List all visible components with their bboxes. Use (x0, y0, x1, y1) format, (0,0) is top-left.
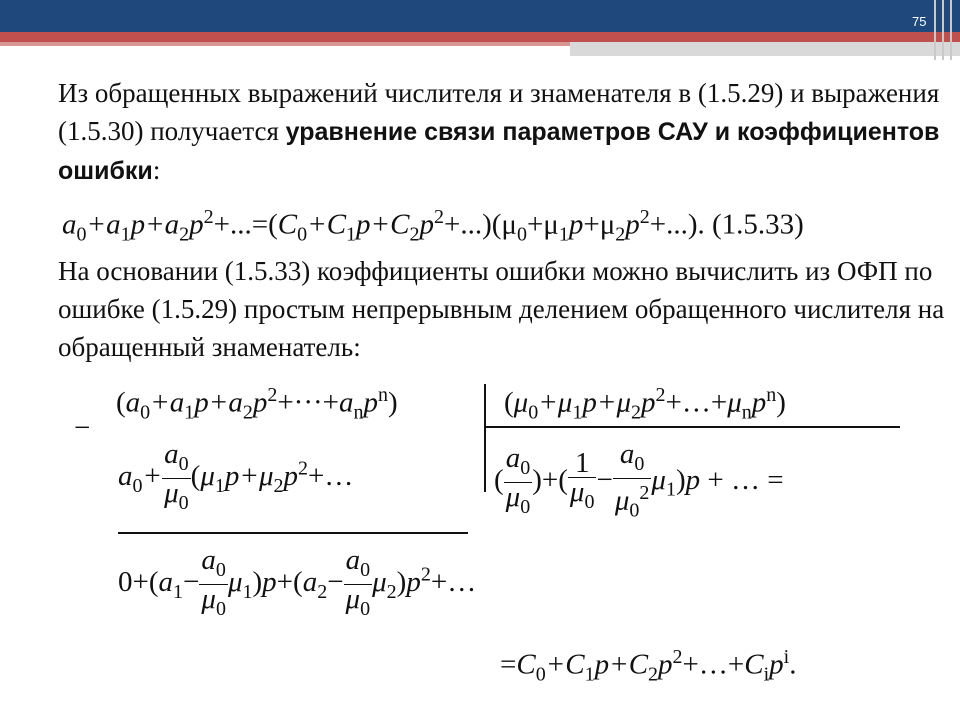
equation-1-5-33: $a_0+a_1p+a_2p^2+...=(C_0+C_1p+C_2p^2+...)(\mu_0+\mu_1p+\mu_2p^2+...)$. (1.5.33) (62, 206, 804, 246)
slide-header-red-stripe (0, 32, 960, 42)
subtracted-expression: $a_0+$ $\frac{a_0}{\mu_0}$ ($\mu_1p+\mu_2p^2+\dots$ (118, 438, 354, 514)
final-period: . (789, 648, 797, 681)
paragraph-text: Из обращенных выражений числителя и знаменателя в (1.5.29) и выражения (1.5.30) получается (58, 78, 940, 146)
division-vertical-bar (484, 384, 486, 492)
paragraph-bold-text: уравнение связи параметров САУ и коэффициентов ошибки (58, 118, 940, 185)
equation-tag: (1.5.33) (712, 208, 804, 241)
slide-header-light-stripe (0, 42, 570, 46)
page-number: 75 (912, 14, 927, 29)
paragraph-coupling-equation (58, 74, 950, 190)
slide-header-grey-bar (570, 42, 960, 56)
slide-header-vertical-lines (930, 0, 960, 60)
remainder-rule (118, 532, 468, 534)
division-minus-sign (74, 412, 90, 445)
paragraph-continuous-division (58, 252, 950, 366)
final-series-expression: $=C_0+C_1p+C_2p^2+\dots+C_ip^i$. (500, 646, 797, 686)
remainder-expression: $0+(a_1-$ $\frac{a_0}{\mu_0}$ $\mu_1)p+(a_2-$ $\frac{a_0}{\mu_0}$ $\mu_2)p^2+\dots$ (118, 544, 477, 620)
divisor-underline (486, 426, 900, 428)
slide-header-band (0, 0, 960, 32)
quotient-ellipsis: + … = (707, 463, 784, 496)
quotient-expression: ( $\frac{a_0}{\mu_0}$ )+( $\frac{1}{\mu_0}$ − $\frac{a_0}{\mu_0^2}$ $\mu_1)p$ + … = (494, 438, 784, 522)
minus-sign: − (74, 412, 91, 444)
paragraph-end: : (152, 155, 161, 185)
paragraph-text: На основании (1.5.33) коэффициенты ошибки можно вычислить из ОФП по ошибке (1.5.29) простым непрерывным делением обращенного числителя на обращенный знаменатель: (58, 256, 945, 362)
dividend-expression: $(a_0+a_1p+a_2p^2+\cdot\cdot\cdot+a_np^n)$ (116, 384, 398, 424)
divisor-expression: $(\mu_0+\mu_1p+\mu_2p^2+\dots+\mu_np^n)$ (504, 384, 786, 424)
